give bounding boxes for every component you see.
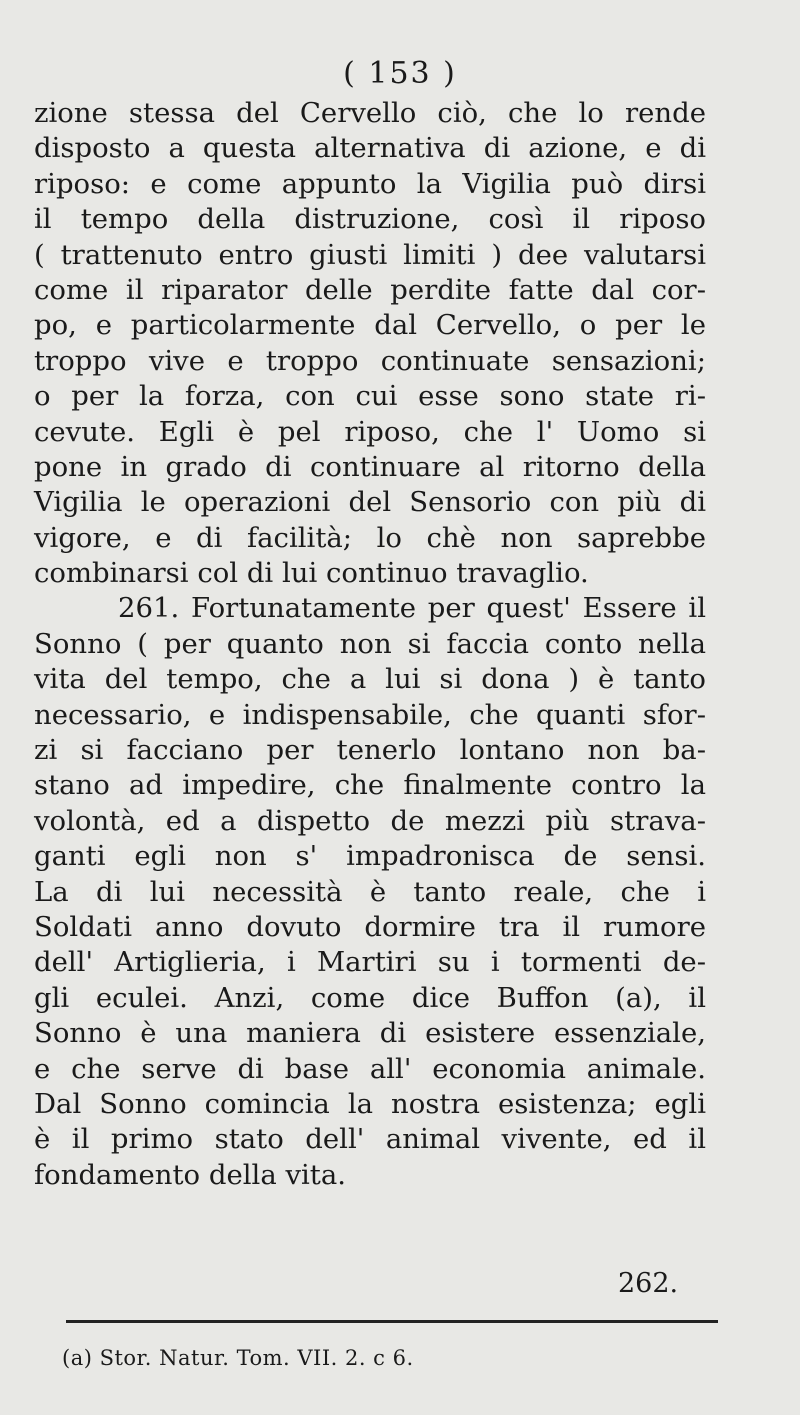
- text-line: gli eculei. Anzi, come dice Buffon (a), il: [34, 981, 706, 1014]
- text-line: cevute. Egli è pel riposo, che l' Uomo si: [34, 415, 706, 448]
- paragraph-start-line: 261. Fortunatamente per quest' Essere il: [118, 592, 706, 625]
- text-line: zi si facciano per tenerlo lontano non ba-: [34, 734, 706, 767]
- text-line: è il primo stato dell' animal vivente, ed il: [34, 1123, 706, 1156]
- text-line: o per la forza, con cui esse sono state ri-: [34, 380, 706, 413]
- text-line: il tempo della distruzione, così il riposo: [34, 203, 706, 236]
- text-line: come il riparator delle perdite fatte dal cor-: [34, 273, 706, 306]
- text-line: ganti egli non s' impadronisca de sensi.: [34, 840, 706, 873]
- footnote: (a) Stor. Natur. Tom. VII. 2. c 6.: [62, 1346, 414, 1370]
- text-line: necessario, e indispensabile, che quanti sfor-: [34, 698, 706, 731]
- text-line: fondamento della vita.: [34, 1158, 346, 1191]
- text-line: stano ad impedire, che finalmente contro la: [34, 769, 706, 802]
- text-line: Sonno è una maniera di esistere essenziale,: [34, 1017, 706, 1050]
- text-line: vigore, e di facilità; lo chè non saprebbe: [34, 521, 706, 554]
- text-line: e che serve di base all' economia animale.: [34, 1052, 706, 1085]
- text-line: combinarsi col di lui continuo travaglio.: [34, 557, 589, 590]
- text-line: riposo: e come appunto la Vigilia può dirsi: [34, 167, 706, 200]
- text-line: Sonno ( per quanto non si faccia conto nella: [34, 627, 706, 660]
- text-line: Vigilia le operazioni del Sensorio con più di: [34, 486, 706, 519]
- text-line: disposto a questa alternativa di azione, e di: [34, 132, 706, 165]
- page-number: ( 153 ): [343, 56, 457, 91]
- text-line: vita del tempo, che a lui si dona ) è tanto: [34, 663, 706, 696]
- text-line: po, e particolarmente dal Cervello, o per le: [34, 309, 706, 342]
- text-line: La di lui necessità è tanto reale, che i: [34, 875, 706, 908]
- catchword: 262.: [618, 1268, 679, 1299]
- text-line: ( trattenuto entro giusti limiti ) dee valutarsi: [34, 238, 706, 271]
- text-line: pone in grado di continuare al ritorno della: [34, 450, 706, 483]
- text-line: dell' Artiglieria, i Martiri su i tormenti de-: [34, 946, 706, 979]
- text-line: Soldati anno dovuto dormire tra il rumore: [34, 910, 706, 943]
- text-line: volontà, ed a dispetto de mezzi più strava-: [34, 804, 706, 837]
- text-line: troppo vive e troppo continuate sensazioni;: [34, 344, 706, 377]
- text-line: zione stessa del Cervello ciò, che lo rende: [34, 97, 706, 129]
- text-line: Dal Sonno comincia la nostra esistenza; egli: [34, 1087, 706, 1120]
- footnote-rule: [66, 1320, 718, 1323]
- body-text: [34, 96, 706, 1193]
